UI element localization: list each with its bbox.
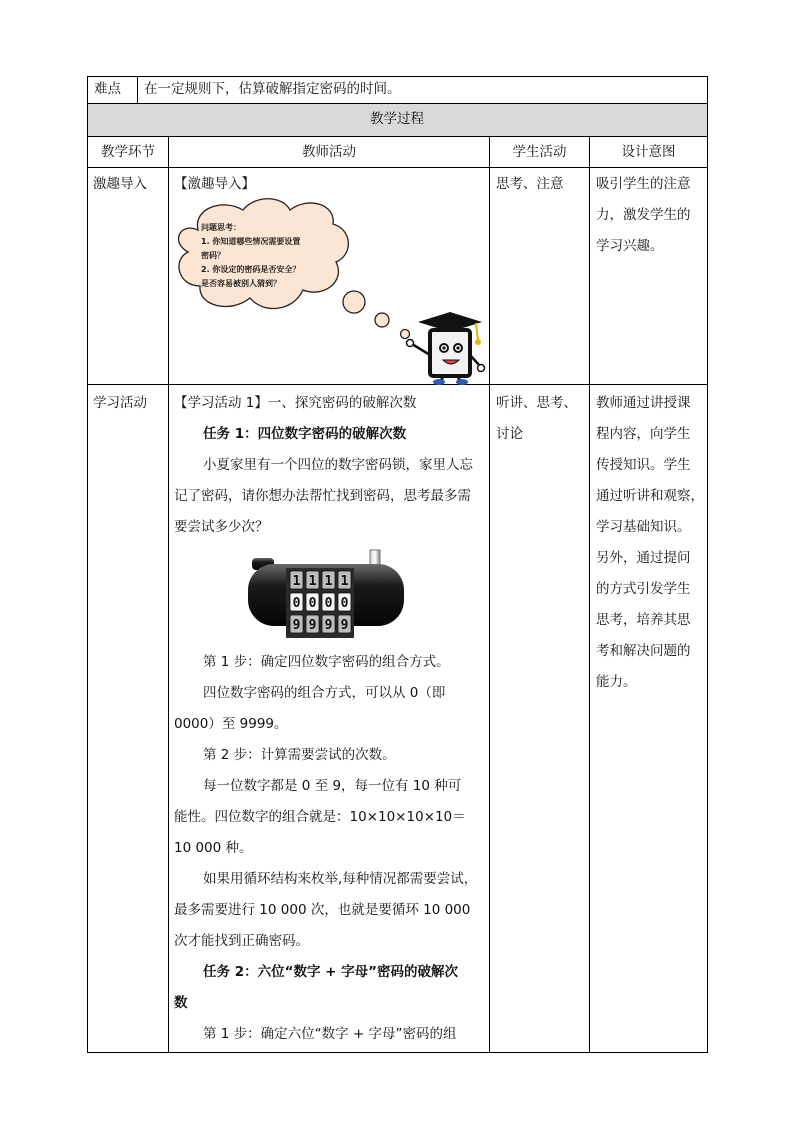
paragraph-line: 最多需要进行 10 000 次，也就是要循环 10 000 [174, 902, 471, 918]
rule [137, 76, 138, 104]
lock-digit: 1 [324, 574, 333, 589]
row2-intent-line: 教师通过讲授课 [596, 395, 691, 411]
cartoon-character-icon [407, 312, 485, 385]
row1-teacher-title: 【激趣导入】 [174, 176, 255, 192]
thought-dot [343, 291, 365, 313]
col-header-student: 学生活动 [512, 144, 567, 160]
task2-heading-cont: 数 [174, 995, 188, 1011]
thought-dot [375, 313, 389, 327]
rule [707, 76, 708, 1053]
row2-intent-line: 能力。 [596, 674, 637, 690]
row1-intent-line: 学习兴趣。 [596, 238, 664, 254]
lock-digit: 1 [308, 574, 317, 589]
paragraph-line: 次才能找到正确密码。 [174, 933, 309, 949]
lock-digit: 9 [308, 618, 317, 633]
row1-student: 思考、注意 [496, 176, 564, 192]
bubble-line: 是否容易被别人猜到？ [201, 279, 281, 288]
section-header: 教学过程 [370, 111, 424, 127]
row2-student-line: 讨论 [496, 426, 523, 442]
paragraph-line: 记了密码，请你想办法帮忙找到密码，思考最多需 [174, 488, 471, 504]
task2-heading: 任务 2：六位“数字 + 字母”密码的破解次 [203, 964, 459, 980]
col-header-teacher: 教师活动 [302, 144, 356, 160]
thought-dot [401, 330, 410, 339]
lock-digit: 1 [340, 574, 349, 589]
paragraph-line: 要尝试多少次？ [174, 519, 269, 535]
rule [489, 136, 490, 1053]
lock-digit: 0 [292, 596, 301, 611]
lock-digit: 1 [292, 574, 301, 589]
row2-intent-line: 思考，培养其思 [596, 612, 691, 628]
row2-stage: 学习活动 [93, 395, 147, 411]
paragraph-line: 小夏家里有一个四位的数字密码锁，家里人忘 [203, 457, 473, 473]
paragraph-line: 如果用循环结构来枚举,每种情况都需要尝试， [203, 871, 478, 887]
row2-intent-line: 另外，通过提问 [596, 550, 691, 566]
paragraph-line: 第 1 步：确定六位“数字 + 字母”密码的组 [203, 1026, 457, 1042]
rule [87, 76, 88, 1053]
col-header-intent: 设计意图 [621, 144, 676, 160]
difficulty-label: 难点 [94, 81, 121, 97]
row2-intent-line: 通过听讲和观察， [596, 488, 704, 504]
paragraph-line: 能性。四位数字的组合就是：10×10×10×10＝ [174, 809, 466, 825]
col-header-stage: 教学环节 [101, 144, 155, 160]
row2-intent-line: 传授知识。学生 [596, 457, 691, 473]
bubble-line: 1. 你知道哪些情况需要设置 [201, 237, 301, 246]
row2-intent-line: 考和解决问题的 [596, 643, 691, 659]
step2-line: 第 2 步：计算需要尝试的次数。 [203, 747, 396, 763]
paragraph-line: 四位数字密码的组合方式，可以从 0（即 [203, 685, 446, 701]
lock-digit: 9 [324, 618, 333, 633]
paragraph-line: 每一位数字都是 0 至 9，每一位有 10 种可 [203, 778, 462, 794]
row2-intent-line: 程内容，向学生 [596, 426, 691, 442]
row1-intent [596, 169, 691, 262]
combination-lock-image [246, 546, 406, 641]
bubble-line: 2. 你设定的密码是否安全？ [201, 265, 301, 274]
row2-intent-line: 的方式引发学生 [596, 581, 691, 597]
step1-line: 第 1 步：确定四位数字密码的组合方式。 [203, 654, 450, 670]
lock-digit: 9 [340, 618, 349, 633]
lock-digit: 0 [340, 596, 349, 611]
difficulty-content: 在一定规则下，估算破解指定密码的时间。 [144, 81, 401, 97]
row2-intent-line: 学习基础知识。 [596, 519, 691, 535]
row2-student-line: 听讲、思考、 [496, 395, 577, 411]
rule [87, 1052, 708, 1053]
row1-stage: 激趣导入 [93, 176, 147, 192]
row2-student [496, 388, 577, 450]
lock-digit: 9 [292, 618, 301, 633]
lock-digit: 0 [308, 596, 317, 611]
lock-digit: 0 [324, 596, 333, 611]
thought-bubble-text [201, 221, 300, 291]
bubble-line: 密码？ [201, 251, 225, 260]
activity-heading: 【学习活动 1】一、探究密码的破解次数 [174, 395, 417, 411]
rule [589, 136, 590, 1053]
paragraph-line: 0000）至 9999。 [174, 716, 288, 732]
paragraph-line: 10 000 种。 [174, 840, 253, 856]
row1-intent-line: 吸引学生的注意 [596, 176, 691, 192]
row1-intent-line: 力，激发学生的 [596, 207, 691, 223]
row2-intent [596, 388, 704, 698]
task1-heading: 任务 1：四位数字密码的破解次数 [203, 426, 407, 442]
bubble-line: 问题思考： [201, 223, 241, 232]
